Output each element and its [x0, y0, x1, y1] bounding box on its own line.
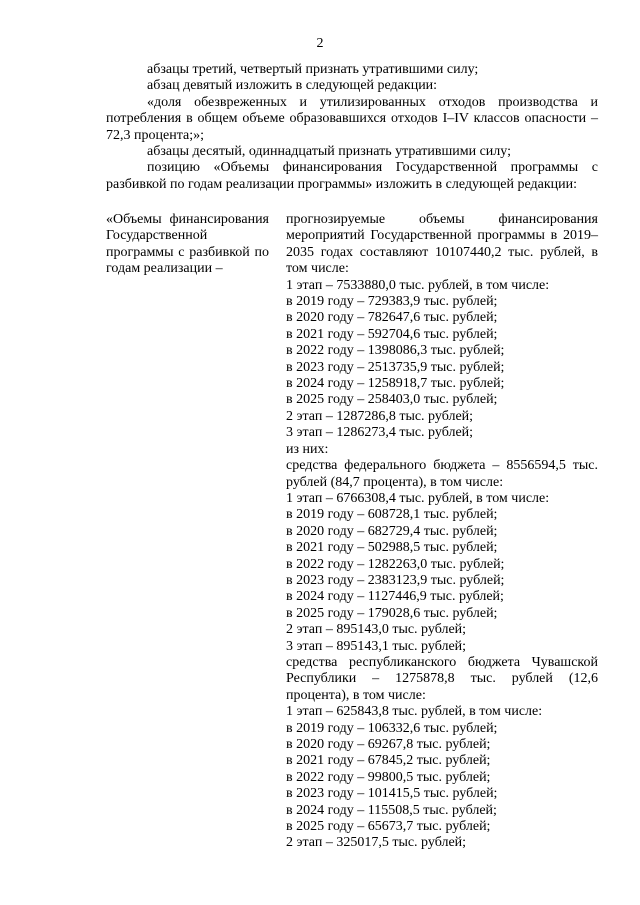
financing-line: в 2019 году – 608728,1 тыс. рублей;	[286, 507, 498, 523]
financing-line: в 2024 году – 1127446,9 тыс. рублей;	[286, 589, 504, 605]
financing-line: средства федерального бюджета – 8556594,5 тыс. рублей (84,7 процента), в том числе:	[286, 458, 598, 490]
financing-line: в 2025 году – 258403,0 тыс. рублей;	[286, 392, 498, 408]
paragraph: позицию «Объемы финансирования Государственной программы с разбивкой по годам реализации программы» изложить в следующей редакции:	[106, 160, 598, 192]
paragraph: «доля обезвреженных и утилизированных отходов производства и потребления в общем объеме образовавшихся отходов I–IV классов опасности – 72,3 процента;»;	[106, 94, 598, 143]
financing-line: 1 этап – 7533880,0 тыс. рублей, в том числе:	[286, 277, 550, 293]
financing-line: в 2020 году – 782647,6 тыс. рублей;	[286, 310, 498, 326]
financing-line: в 2019 году – 106332,6 тыс. рублей;	[286, 720, 498, 736]
financing-line: 1 этап – 6766308,4 тыс. рублей, в том числе:	[286, 490, 550, 506]
financing-line: 2 этап – 1287286,8 тыс. рублей;	[286, 408, 474, 424]
financing-line: 2 этап – 895143,0 тыс. рублей;	[286, 622, 467, 638]
financing-line: в 2025 году – 179028,6 тыс. рублей;	[286, 605, 498, 621]
financing-line: в 2022 году – 1282263,0 тыс. рублей;	[286, 556, 505, 572]
paragraph: абзац девятый изложить в следующей редакции:	[147, 78, 438, 94]
financing-line: в 2020 году – 682729,4 тыс. рублей;	[286, 523, 498, 539]
financing-line: 1 этап – 625843,8 тыс. рублей, в том числе:	[286, 704, 543, 720]
financing-line: в 2021 году – 502988,5 тыс. рублей;	[286, 540, 498, 556]
financing-line: прогнозируемые объемы финансирования мероприятий Государственной программы в 2019–2035 годах составляют 10107440,2 тыс. рублей, в том числе:	[286, 212, 598, 277]
financing-line: в 2023 году – 2513735,9 тыс. рублей;	[286, 359, 505, 375]
label-dash: –	[215, 261, 223, 277]
financing-label-cell	[106, 212, 269, 852]
financing-line: в 2021 году – 592704,6 тыс. рублей;	[286, 326, 498, 342]
financing-line: в 2024 году – 115508,5 тыс. рублей;	[286, 802, 497, 818]
financing-line: в 2024 году – 1258918,7 тыс. рублей;	[286, 376, 505, 392]
financing-line: 2 этап – 325017,5 тыс. рублей;	[286, 835, 467, 851]
financing-line: 3 этап – 895143,1 тыс. рублей;	[286, 638, 467, 654]
financing-label: «Объемы финансирования Государственной программы с разбивкой по годам реализации	[106, 212, 269, 277]
financing-line: в 2019 году – 729383,9 тыс. рублей;	[286, 294, 498, 310]
financing-line: в 2023 году – 2383123,9 тыс. рублей;	[286, 572, 505, 588]
paragraph: абзацы десятый, одиннадцатый признать утратившими силу;	[147, 144, 511, 160]
financing-table	[106, 212, 598, 852]
financing-line: в 2022 году – 1398086,3 тыс. рублей;	[286, 343, 505, 359]
financing-line: из них:	[286, 441, 329, 457]
financing-line: в 2020 году – 69267,8 тыс. рублей;	[286, 737, 491, 752]
financing-line: в 2023 году – 101415,5 тыс. рублей;	[286, 786, 498, 802]
financing-line: 3 этап – 1286273,4 тыс. рублей;	[286, 425, 474, 441]
intro-text	[106, 62, 598, 193]
financing-line: в 2022 году – 99800,5 тыс. рублей;	[286, 769, 491, 785]
financing-line: в 2025 году – 65673,7 тыс. рублей;	[286, 819, 491, 835]
page-number: 2	[316, 36, 324, 51]
financing-values-cell	[286, 212, 598, 852]
paragraph: абзацы третий, четвертый признать утратившими силу;	[147, 62, 479, 77]
financing-line: средства республиканского бюджета Чувашской Республики – 1275878,8 тыс. рублей (12,6 процента), в том числе:	[286, 654, 598, 703]
financing-line: в 2021 году – 67845,2 тыс. рублей;	[286, 753, 491, 769]
